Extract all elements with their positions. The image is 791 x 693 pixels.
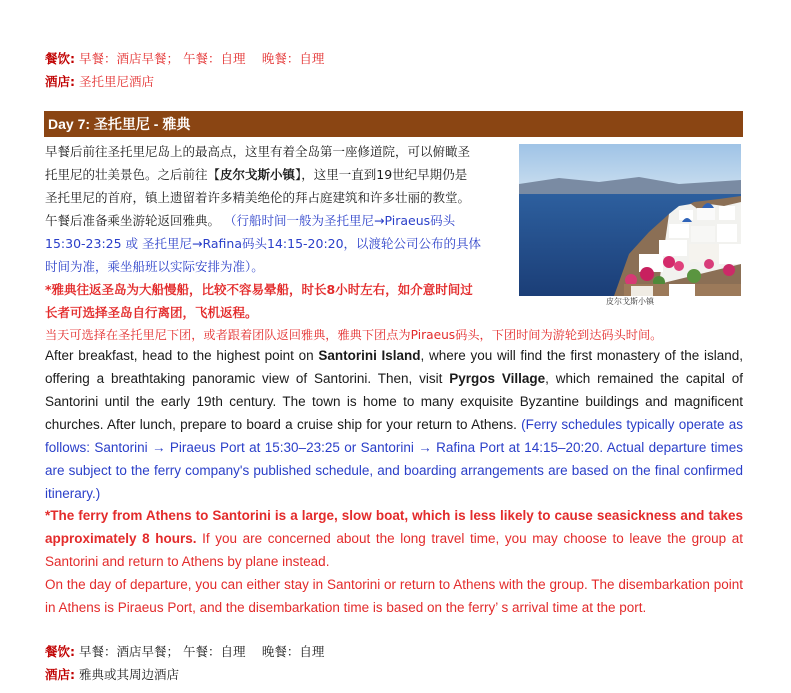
santorini-bold: Santorini Island: [318, 348, 421, 363]
en-text: , which remained the capital of Santorini until the early 19th century. The town is home to many exquisite Byzantine buildings and magnificent churches. After lunch, prepare to board a cruise ship for your return to Athens.: [45, 371, 743, 432]
zh-line-8: 长者可选择圣岛自行离团，飞机返程。: [45, 305, 258, 320]
zh-line-2: [45, 163, 467, 186]
en-text: After breakfast, head to the highest point on: [45, 348, 319, 363]
pyrgos-village-bold: Pyrgos Village: [449, 371, 546, 386]
zh-line-7: *雅典往返圣岛为大船慢船，比较不容易晕船，时长8小时左右，如介意时间过: [45, 282, 473, 297]
zh-text: 午餐后准备乘坐游轮返回雅典。: [45, 213, 221, 228]
hotel-label: 酒店:: [45, 74, 75, 89]
day-header: Day 7: 圣托里尼 - 雅典: [44, 111, 743, 137]
zh-line-9: 当天可选择在圣托里尼下团，或者跟着团队返回雅典，雅典下团点为Piraeus码头，下团时间为游轮到达码头时间。: [45, 328, 663, 342]
bottom-hotel-line: [45, 664, 179, 686]
meals-label: 餐饮:: [45, 51, 75, 66]
zh-text: 托里尼的壮美景色。之后前往【: [45, 167, 221, 182]
hotel-value: 雅典或其周边酒店: [78, 667, 179, 682]
en-paragraph-1: [45, 344, 743, 505]
en-ferry-note: *The ferry from Athens to Santorini is a large, slow boat, which is less likely to cause seasickness and takes approximately 8 hours.: [45, 508, 743, 546]
zh-line-6: 时间为准，乘坐船班以实际安排为准）。: [45, 259, 264, 274]
santorini-photo: [519, 144, 741, 296]
photo-caption: 皮尔戈斯小镇: [606, 297, 654, 306]
zh-line-4: [45, 209, 455, 232]
zh-line-5: 15:30-23:25 或 圣托里尼→Rafina码头14:15-20:20，以渡轮公司公布的具体: [45, 236, 482, 251]
meals-value: 早餐：酒店早餐； 午餐：自理 晚餐：自理: [78, 51, 325, 66]
en-paragraph-3: On the day of departure, you can either stay in Santorini or return to Athens with the group. The disembarkation point in Athens is Piraeus Port, and the disembarkation time is based on the ferry’ s arrival time at the port.: [45, 577, 743, 615]
meals-label: 餐饮:: [45, 644, 75, 659]
pyrgos-bold: 皮尔戈斯小镇: [220, 167, 296, 182]
zh-line-3: 圣托里尼的首府，镇上遗留着许多精美绝伦的拜占庭建筑和许多壮丽的教堂。: [45, 190, 471, 205]
top-meals-line: [45, 48, 324, 70]
meals-value: 早餐：酒店早餐； 午餐：自理 晚餐：自理: [78, 644, 325, 659]
hotel-label: 酒店:: [45, 667, 75, 682]
en-paragraph-2: [45, 504, 743, 573]
en-text: , where you will find the first monastery of the island, offering a breathtaking panoramic view of Santorini. Then, visit: [45, 348, 743, 386]
zh-schedule: （行船时间一般为圣托里尼→Piraeus码头: [224, 213, 456, 228]
top-hotel-line: [45, 71, 154, 93]
bottom-meals-line: [45, 641, 324, 663]
hotel-value: 圣托里尼酒店: [78, 74, 154, 89]
zh-line-1: 早餐后前往圣托里尼岛上的最高点，这里有着全岛第一座修道院，可以俯瞰圣: [45, 144, 471, 159]
en-ferry-option: If you are concerned about the long travel time, you may choose to leave the group at Santorini and return to Athens by plane instead.: [45, 531, 743, 569]
zh-text: 】，这里一直到19世纪早期仍是: [295, 167, 468, 182]
en-ferry-schedule: (Ferry schedules typically operate as follows: Santorini → Piraeus Port at 15:30–23:25 or Santorini → Rafina Port at 14:15–20:20. Actual departure times are subject to the ferry company's published schedule, and boarding arrangements are based on the final confirmed itinerary.): [45, 417, 743, 501]
